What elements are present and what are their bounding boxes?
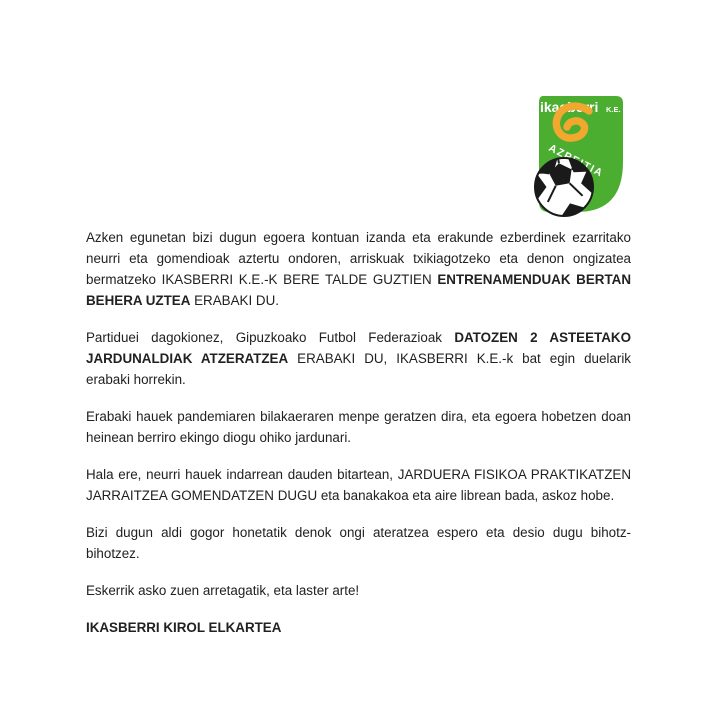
paragraph-5	[86, 522, 631, 564]
body-text: ERABAKI DU, IKASBERRI K.E.-k bat egin duelarik erabaki horrekin.	[86, 351, 631, 387]
body-text: Eskerrik asko zuen arretagatik, eta laster arte!	[86, 583, 360, 598]
emphasis-text: DATOZEN 2 ASTEETAKO JARDUNALDIAK ATZERATZEA	[86, 330, 631, 366]
paragraph-4	[86, 464, 631, 506]
body-text: ERABAKI DU.	[190, 293, 279, 308]
body-text: Erabaki hauek pandemiaren bilakaeraren menpe geratzen dira, eta egoera hobetzen doan heinean berriro ekingo diogu ohiko jardunari.	[86, 409, 631, 445]
emphasis-text: IKASBERRI KIROL ELKARTEA	[86, 620, 282, 635]
paragraph-6	[86, 580, 631, 601]
logo-club-name: ikasberri	[540, 99, 599, 115]
logo-club-abbr: K.E.	[606, 105, 621, 114]
club-logo	[533, 94, 625, 222]
paragraph-1	[86, 227, 631, 311]
paragraph-3	[86, 406, 631, 448]
body-text: Bizi dugun aldi gogor honetatik denok ongi ateratzea espero eta desio dugu bihotz-bihotzez.	[86, 525, 631, 561]
paragraph-2	[86, 327, 631, 390]
letter-body	[86, 227, 631, 654]
body-text: Hala ere, neurri hauek indarrean dauden bitartean, JARDUERA FISIKOA PRAKTIKATZEN JARRAITZEA GOMENDATZEN DUGU eta banakakoa eta aire librean bada, askoz hobe.	[86, 467, 631, 503]
paragraph-7	[86, 617, 631, 638]
body-text: Partiduei dagokionez, Gipuzkoako Futbol Federazioak	[86, 330, 455, 345]
body-text: Azken egunetan bizi dugun egoera kontuan izanda eta erakunde ezberdinek ezarritako neurri eta gomendioak aztertu ondoren, arriskuak txikiagotzeko eta denon ongizatea bermatzeko IKASBERRI K.E.-K BERE TALDE GUZTIEN	[86, 230, 631, 287]
emphasis-text: ENTRENAMENDUAK BERTAN BEHERA UZTEA	[86, 272, 631, 308]
